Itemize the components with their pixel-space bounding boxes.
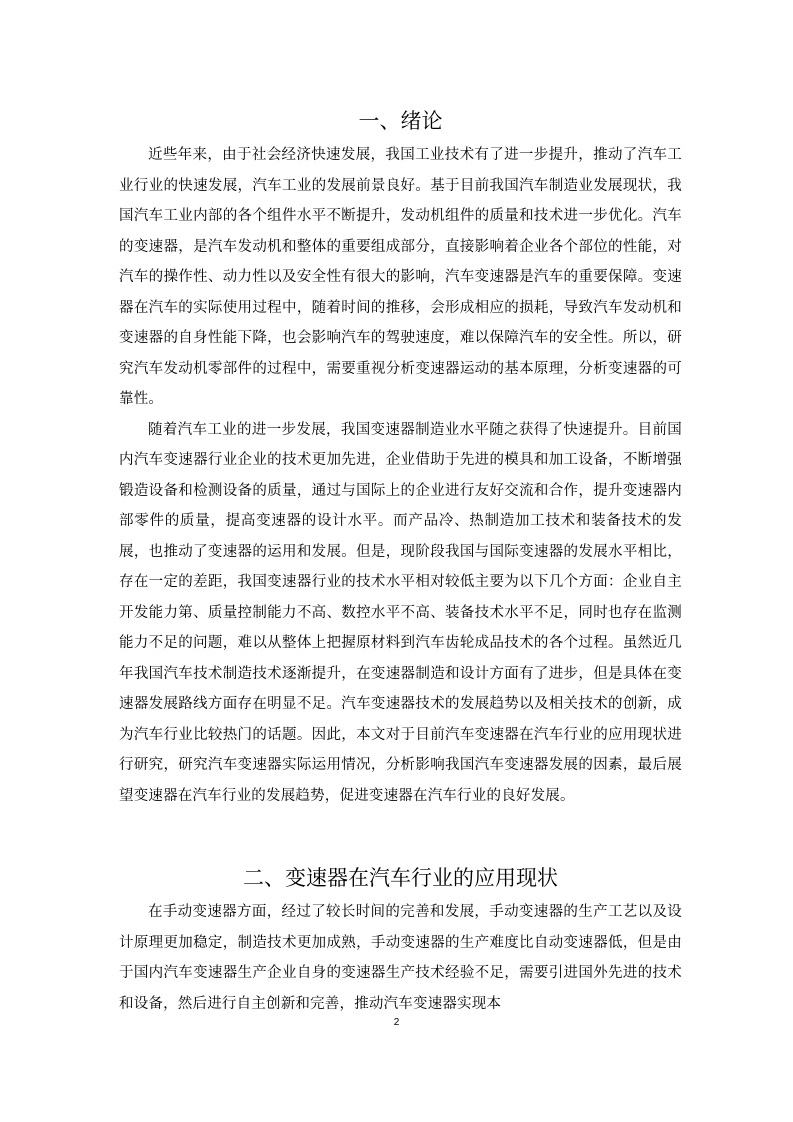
section-body-introduction (119, 140, 682, 811)
paragraph: 在手动变速器方面，经过了较长时间的完善和发展，手动变速器的生产工艺以及设计原理更加稳定，制造技术更加成熟，手动变速器的生产难度比自动变速器低，但是由于国内汽车变速器生产企业自身的变速器生产技术经验不足，需要引进国外先进的技术和设备，然后进行自主创新和完善，推动汽车变速器实现本 (119, 904, 682, 1012)
section-heading-application-status: 二、变速器在汽车行业的应用现状 (243, 866, 558, 890)
paragraph: 随着汽车工业的进一步发展，我国变速器制造业水平随之获得了快速提升。目前国内汽车变速器行业企业的技术更加先进，企业借助于先进的模具和加工设备，不断增强锻造设备和检测设备的质量，通过与国际上的企业进行友好交流和合作，提升变速器内部零件的质量，提高变速器的设计水平。而产品冷、热制造加工技术和装备技术的发展，也推动了变速器的运用和发展。但是，现阶段我国与国际变速器的发展水平相比，存在一定的差距，我国变速器行业的技术水平相对较低主要为以下几个方面：企业自主开发能力第、质量控制能力不高、数控水平不高、装备技术水平不足，同时也存在监测能力不足的问题，难以从整体上把握原材料到汽车齿轮成品技术的各个过程。虽然近几年我国汽车技术制造技术逐渐提升，在变速器制造和设计方面有了进步，但是具体在变速器发展路线方面存在明显不足。汽车变速器技术的发展趋势以及相关技术的创新，成为汽车行业比较热门的话题。因此，本文对于目前汽车变速器在汽车行业的应用现状进行研究，研究汽车变速器实际运用情况，分析影响我国汽车变速器发展的因素，最后展望变速器在汽车行业的发展趋势，促进变速器在汽车行业的良好发展。 (119, 421, 682, 804)
page-number: 2 (393, 1017, 400, 1028)
paragraph: 近些年来，由于社会经济快速发展，我国工业技术有了进一步提升，推动了汽车工业行业的快速发展，汽车工业的发展前景良好。基于目前我国汽车制造业发展现状，我国汽车工业内部的各个组件水平不断提升，发动机组件的质量和技术进一步优化。汽车的变速器，是汽车发动机和整体的重要组成部分，直接影响着企业各个部位的性能，对汽车的操作性、动力性以及安全性有很大的影响，汽车变速器是汽车的重要保障。变速器在汽车的实际使用过程中，随着时间的推移，会形成相应的损耗，导致汽车发动机和变速器的自身性能下降，也会影响汽车的驾驶速度，难以保障汽车的安全性。所以，研究汽车发动机零部件的过程中，需要重视分析变速器运动的基本原理，分析变速器的可靠性。 (119, 147, 682, 407)
section-body-application-status (119, 897, 682, 1019)
section-heading-introduction: 一、绪论 (358, 109, 443, 133)
